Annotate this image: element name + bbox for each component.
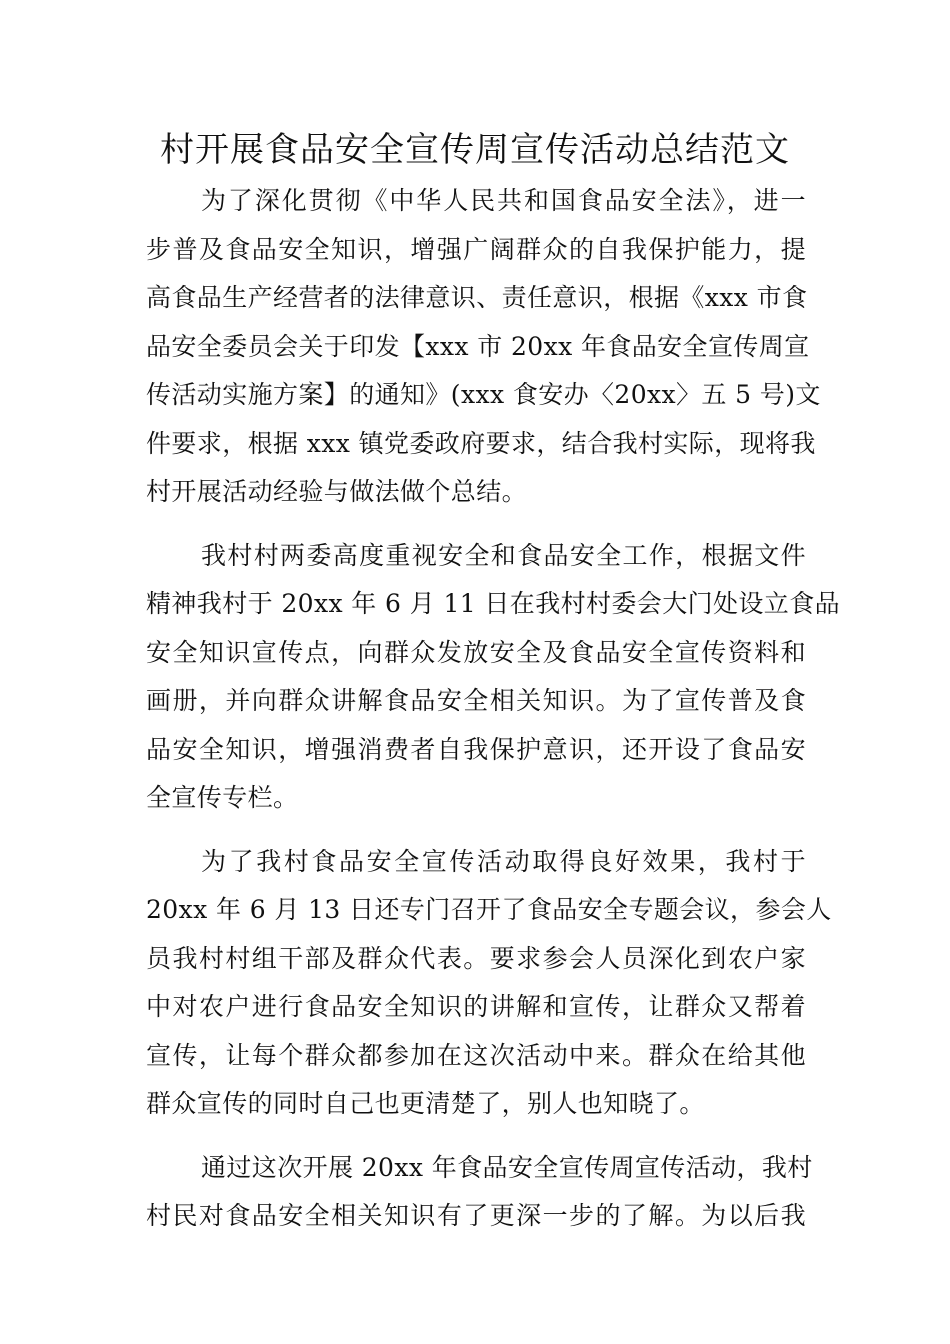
paragraph-4 bbox=[146, 1144, 813, 1241]
paragraph-line: 传活动实施方案】的通知》(xxx 食安办〈20xx〉五 5 号)文 bbox=[146, 380, 821, 409]
paragraph-3 bbox=[146, 838, 832, 1129]
paragraph-line: 件要求，根据 xxx 镇党委政府要求，结合我村实际，现将我 bbox=[146, 428, 816, 458]
paragraph-line: 为了我村食品安全宣传活动取得良好效果，我村于 bbox=[201, 846, 806, 876]
document-body bbox=[146, 177, 841, 1241]
paragraph-line: 员我村村组干部及群众代表。要求参会人员深化到农户家 bbox=[146, 943, 806, 973]
document-title: 村开展食品安全宣传周宣传活动总结范文 bbox=[160, 130, 790, 170]
paragraph-line: 通过这次开展 20xx 年食品安全宣传周宣传活动，我村 bbox=[201, 1152, 813, 1182]
paragraph-line: 中对农户进行食品安全知识的讲解和宣传，让群众又帮着 bbox=[146, 992, 806, 1021]
paragraph-line: 精神我村于 20xx 年 6 月 11 日在我村村委会大门处设立食品 bbox=[146, 589, 841, 618]
paragraph-line: 为了深化贯彻《中华人民共和国食品安全法》，进一 bbox=[201, 186, 806, 215]
paragraph-2 bbox=[146, 532, 841, 823]
paragraph-line: 宣传，让每个群众都参加在这次活动中来。群众在给其他 bbox=[146, 1040, 806, 1070]
paragraph-line: 我村村两委高度重视安全和食品安全工作，根据文件 bbox=[201, 540, 806, 570]
paragraph-line: 品安全委员会关于印发【xxx 市 20xx 年食品安全宣传周宣 bbox=[146, 331, 810, 361]
paragraph-line: 群众宣传的同时自己也更清楚了，别人也知晓了。 bbox=[146, 1089, 705, 1118]
paragraph-line: 步普及食品安全知识，增强广阔群众的自我保护能力，提 bbox=[146, 234, 806, 264]
paragraph-line: 全宣传专栏。 bbox=[146, 783, 299, 812]
paragraph-line: 品安全知识，增强消费者自我保护意识，还开设了食品安 bbox=[146, 734, 806, 764]
paragraph-line: 村开展活动经验与做法做个总结。 bbox=[146, 477, 528, 506]
paragraph-spacer bbox=[146, 517, 806, 532]
paragraph-line: 20xx 年 6 月 13 日还专门召开了食品安全专题会议，参会人 bbox=[146, 895, 832, 924]
paragraph-spacer bbox=[146, 1129, 806, 1144]
paragraph-spacer bbox=[146, 823, 806, 838]
paragraph-line: 高食品生产经营者的法律意识、责任意识，根据《xxx 市食 bbox=[146, 283, 808, 312]
paragraph-line: 安全知识宣传点，向群众发放安全及食品安全宣传资料和 bbox=[146, 637, 806, 667]
paragraph-line: 村民对食品安全相关知识有了更深一步的了解。为以后我 bbox=[146, 1201, 806, 1230]
paragraph-1 bbox=[146, 177, 821, 517]
paragraph-line: 画册，并向群众讲解食品安全相关知识。为了宣传普及食 bbox=[146, 686, 806, 715]
